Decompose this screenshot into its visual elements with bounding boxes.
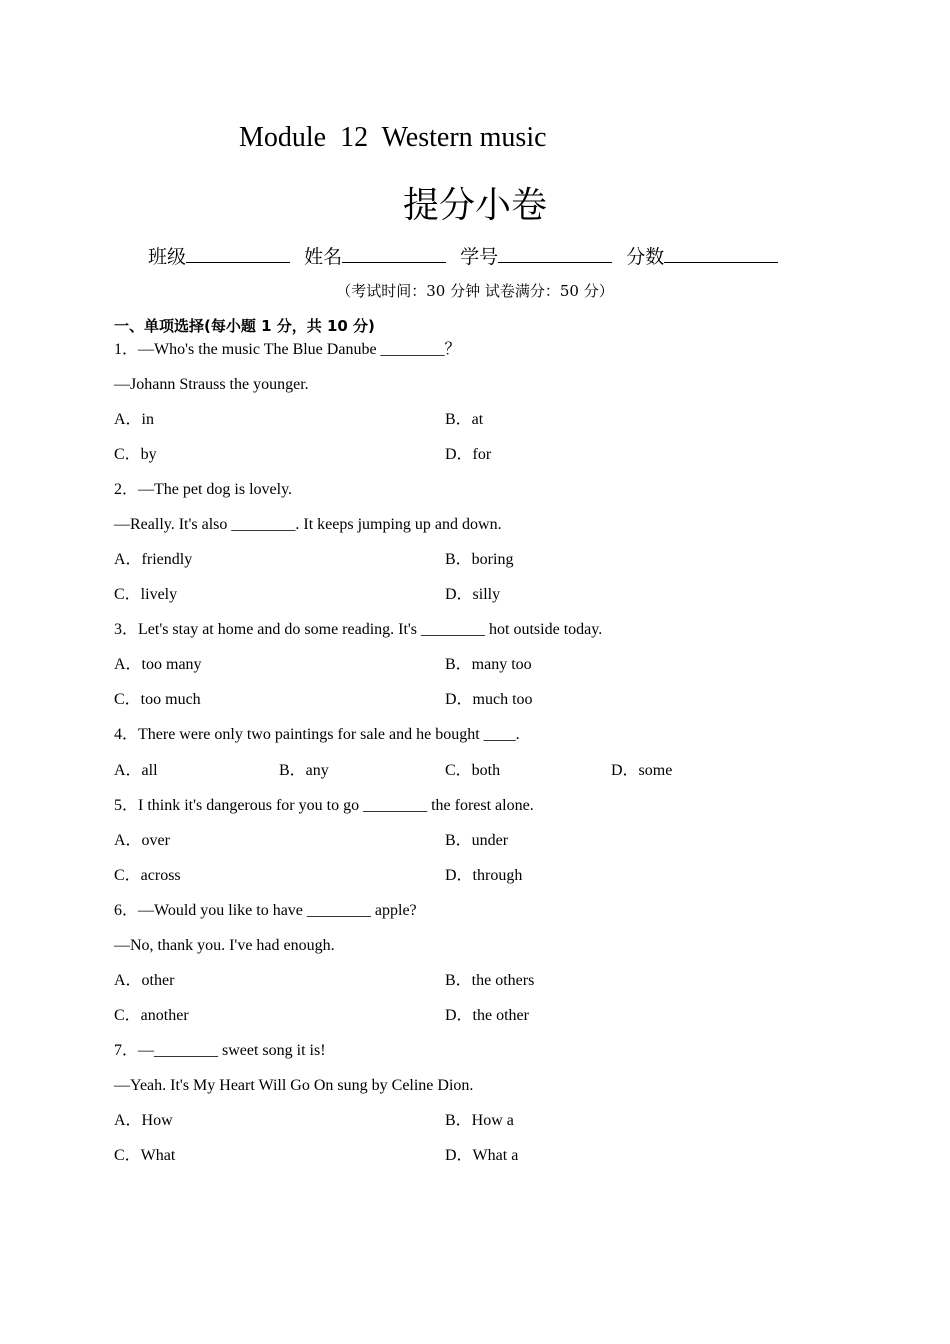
question-3-stem: 3．Let's stay at home and do some reading. It's ________ hot outside today. (114, 621, 603, 638)
question-6-stem: 6．—Would you like to have ________ apple? (114, 902, 417, 919)
question-1-option-d[interactable]: D．for (445, 446, 492, 463)
question-4-option-a[interactable]: A．all (114, 762, 158, 779)
question-7-option-a[interactable]: A．How (114, 1112, 173, 1129)
question-1-option-a[interactable]: A．in (114, 411, 155, 428)
exam-note: （考试时间：30 分钟 试卷满分：50 分） (336, 282, 614, 300)
question-3-option-d[interactable]: D．much too (445, 691, 533, 708)
question-1-option-c[interactable]: C．by (114, 446, 157, 463)
question-7-option-c[interactable]: C．What (114, 1147, 176, 1164)
question-6-option-c[interactable]: C．another (114, 1007, 189, 1024)
question-4-option-c[interactable]: C．both (445, 762, 501, 779)
question-7-option-b[interactable]: B．How a (445, 1112, 514, 1129)
question-1-reply: —Johann Strauss the younger. (114, 376, 309, 393)
question-2-reply: —Really. It's also ________. It keeps jumping up and down. (114, 516, 502, 533)
question-3-option-c[interactable]: C．too much (114, 691, 201, 708)
question-6-option-d[interactable]: D．the other (445, 1007, 529, 1024)
question-1-stem: 1．—Who's the music The Blue Danube ________？ (114, 341, 461, 358)
question-5-option-d[interactable]: D．through (445, 867, 523, 884)
worksheet-subtitle: 提分小卷 (402, 185, 547, 226)
question-5-option-c[interactable]: C．across (114, 867, 181, 884)
question-6-reply: —No, thank you. I've had enough. (114, 937, 335, 954)
name-field: 姓名 (304, 242, 446, 270)
question-4-option-b[interactable]: B．any (279, 762, 329, 779)
question-2-option-b[interactable]: B．boring (445, 551, 514, 568)
question-7-reply: —Yeah. It's My Heart Will Go On sung by Celine Dion. (114, 1077, 474, 1094)
question-3-option-a[interactable]: A．too many (114, 656, 202, 673)
module-title: Module 12 Western music (239, 122, 547, 153)
question-2-option-a[interactable]: A．friendly (114, 551, 193, 568)
student-info-row (148, 242, 786, 270)
student-number-field: 学号 (460, 242, 612, 270)
question-5-option-b[interactable]: B．under (445, 832, 509, 849)
question-4-option-d[interactable]: D．some (611, 762, 673, 779)
score-field: 分数 (626, 242, 778, 270)
question-2-stem: 2．—The pet dog is lovely. (114, 481, 293, 498)
class-blank[interactable] (186, 242, 290, 263)
class-field: 班级 (148, 242, 290, 270)
question-2-option-d[interactable]: D．silly (445, 586, 501, 603)
name-blank[interactable] (342, 242, 446, 263)
question-6-option-b[interactable]: B．the others (445, 972, 535, 989)
section-heading: 一、单项选择(每小题 1 分，共 10 分) (114, 317, 375, 335)
question-4-stem: 4．There were only two paintings for sale and he bought ____. (114, 726, 520, 743)
question-5-option-a[interactable]: A．over (114, 832, 170, 849)
question-7-stem: 7．—________ sweet song it is! (114, 1042, 326, 1059)
question-5-stem: 5．I think it's dangerous for you to go ________ the forest alone. (114, 797, 534, 814)
question-3-option-b[interactable]: B．many too (445, 656, 532, 673)
question-7-option-d[interactable]: D．What a (445, 1147, 519, 1164)
question-2-option-c[interactable]: C．lively (114, 586, 178, 603)
question-6-option-a[interactable]: A．other (114, 972, 175, 989)
score-blank[interactable] (664, 242, 778, 263)
question-1-option-b[interactable]: B．at (445, 411, 484, 428)
student-number-blank[interactable] (498, 242, 612, 263)
